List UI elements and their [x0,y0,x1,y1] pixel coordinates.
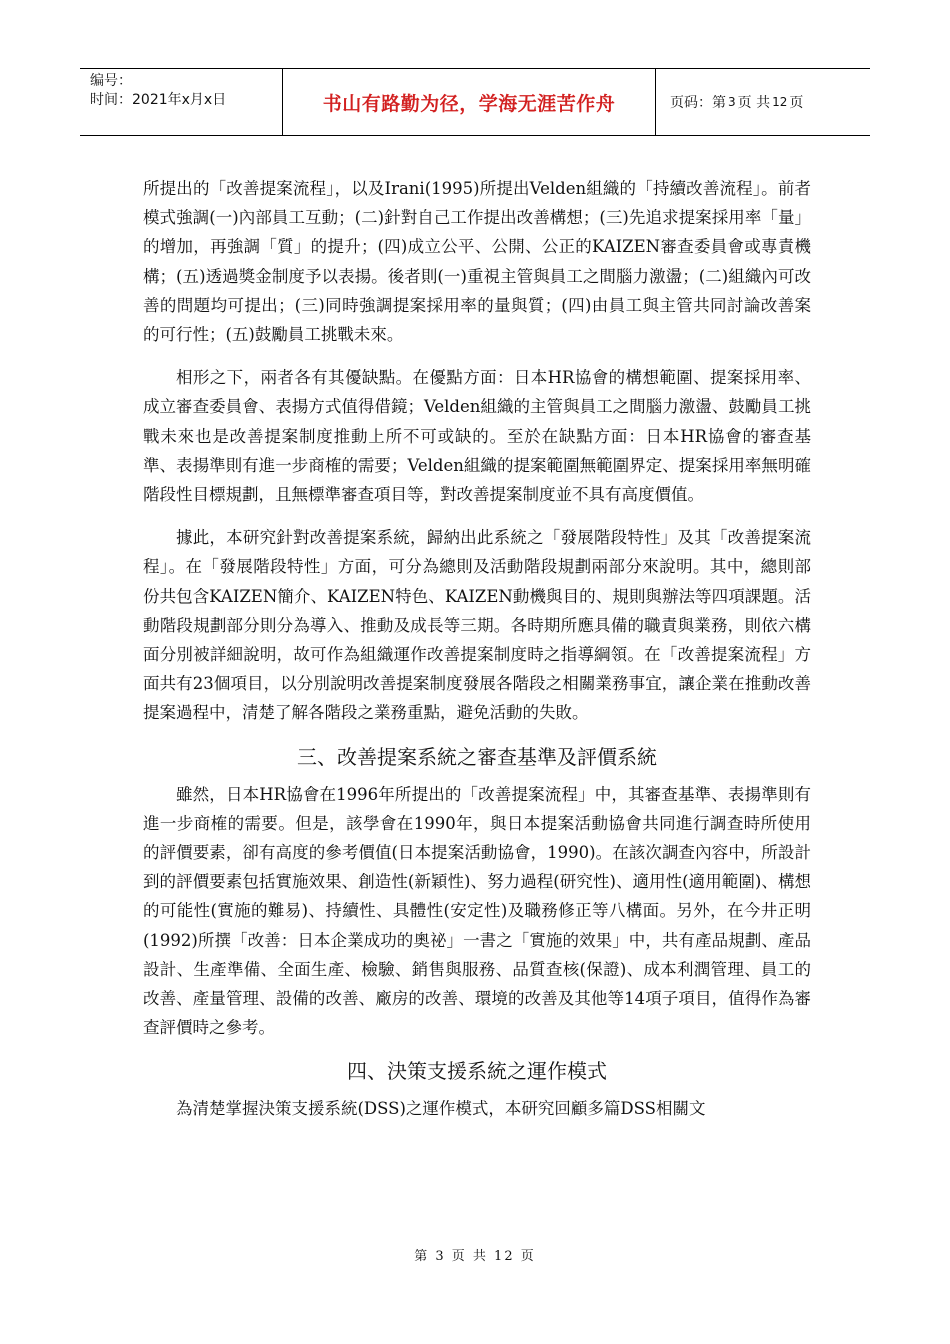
page-total: 12 [772,95,788,109]
section-3-paragraph: 雖然，日本HR協會在1996年所提出的「改善提案流程」中，其審查基準、表揚準則有進一步商榷的需要。但是，該學會在1990年，與日本提案活動協會共同進行調查時所使用的評價要素，卻有高度的參考價值(日本提案活動協會，1990)。在該次調查內容中，所設計到的評價要素包括實施效果、創造性(新穎性)、努力過程(研究性)、適用性(適用範圍)、構想的可能性(實施的難易)、持續性、具體性(安定性)及職務修正等八構面。另外，在今井正明(1992)所撰「改善：日本企業成功的奧祕」一書之「實施的效果」中，共有產品規劃、產品設計、生產準備、全面生產、檢驗、銷售與服務、品質查核(保證)、成本利潤管理、員工的改善、產量管理、設備的改善、廠房的改善、環境的改善及其他等14項子項目，值得作為審查評價時之參考。 [143,784,811,1038]
document-body [143,174,811,1138]
section-3-heading: 三、改善提案系統之審查基準及評價系統 [297,744,657,769]
section-4-paragraph: 為清楚掌握決策支援系統(DSS)之運作模式，本研究回顧多篇DSS相關文 [176,1099,706,1119]
page-mid: 页 共 [737,95,771,111]
section-4-heading: 四、決策支援系統之運作模式 [347,1059,607,1084]
body-paragraph-1: 所提出的「改善提案流程」，以及Irani(1995)所提出Velden組織的「持續改善流程」。前者模式強調(一)內部員工互動；(二)針對自己工作提出改善構想；(三)先追求提案採用率「量」的增加，再強調「質」的提升；(四)成立公平、公開、公正的KAIZEN審查委員會或專責機構；(五)透過獎金制度予以表揚。後者則(一)重視主管與員工之間腦力激盪；(二)組織內可改善的問題均可提出；(三)同時強調提案採用率的量與質；(四)由員工與主管共同討論改善案的可行性；(五)鼓勵員工挑戰未來。 [143,179,811,345]
body-paragraph-2: 相形之下，兩者各有其優缺點。在優點方面：日本HR協會的構想範圍、提案採用率、成立審查委員會、表揚方式值得借鏡；Velden組織的主管與員工之間腦力激盪、鼓勵員工挑戰未來也是改善提案制度推動上所不可或缺的。至於在缺點方面：日本HR協會的審查基準、表揚準則有進一步商榷的需要；Velden組織的提案範圍無範圍界定、提案採用率無明確階段性目標規劃，且無標準審查項目等，對改善提案制度並不具有高度價值。 [143,368,811,505]
page-suffix: 页 [789,95,804,111]
header-slogan: 书山有路勤为径，学海无涯苦作舟 [283,69,656,135]
page-current: 3 [728,95,736,109]
document-header [80,68,870,136]
page-footer: 第 3 页 共 12 页 [414,1249,536,1264]
time-label: 时间：2021年x月x日 [90,92,227,108]
header-meta [80,69,283,135]
number-label: 编号： [90,73,132,89]
page-prefix: 页码：第 [670,95,726,111]
header-page-info [656,69,870,135]
body-paragraph-3: 據此，本研究針對改善提案系統，歸納出此系統之「發展階段特性」及其「改善提案流程」。在「發展階段特性」方面，可分為總則及活動階段規劃兩部分來說明。其中，總則部份共包含KAIZEN簡介、KAIZEN特色、KAIZEN動機與目的、規則與辦法等四項課題。活動階段規劃部分則分為導入、推動及成長等三期。各時期所應具備的職責與業務，則依六構面分別被詳細說明，故可作為組織運作改善提案制度時之指導綱領。在「改善提案流程」方面共有23個項目，以分別說明改善提案制度發展各階段之相關業務事宜，讓企業在推動改善提案過程中，清楚了解各階段之業務重點，避免活動的失敗。 [143,528,811,723]
